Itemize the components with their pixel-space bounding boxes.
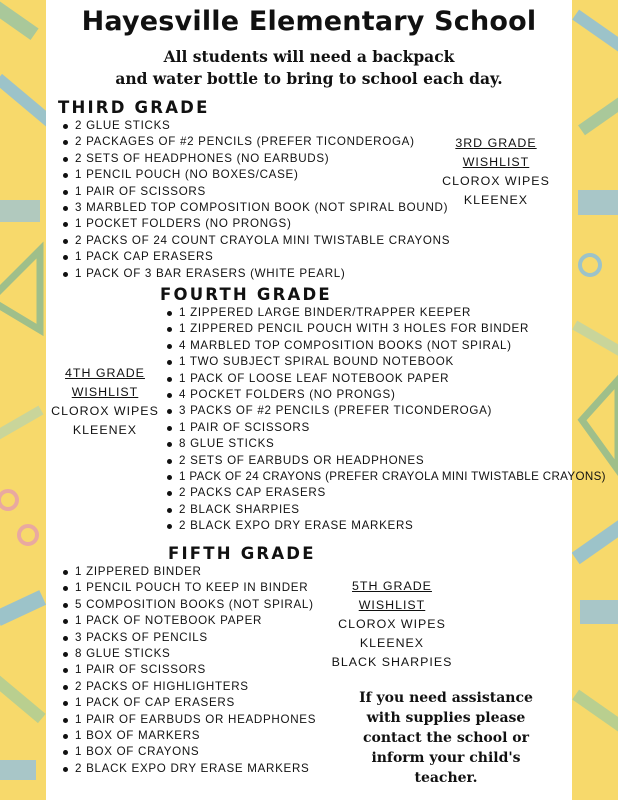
list-item: 3 MARBLED TOP COMPOSITION BOOK (NOT SPIRAL BOUND) — [60, 200, 450, 216]
wishlist-heading: WISHLIST — [358, 598, 426, 612]
list-item: 1 POCKET FOLDERS (NO PRONGS) — [60, 216, 450, 232]
assistance-note — [326, 688, 566, 788]
fourth-grade-heading: FOURTH GRADE — [160, 285, 332, 304]
list-item: 2 BLACK SHARPIES — [164, 502, 606, 518]
wishlist-heading: 3RD GRADE — [455, 136, 537, 150]
list-item: 1 PAIR OF SCISSORS — [60, 184, 450, 200]
list-item: 1 PACK OF NOTEBOOK PAPER — [60, 613, 316, 629]
assistance-line: contact the school or — [362, 730, 530, 746]
list-item: 1 BOX OF MARKERS — [60, 728, 316, 744]
list-item: 8 GLUE STICKS — [60, 646, 316, 662]
fourth-grade-list — [164, 305, 606, 535]
list-item: 5 COMPOSITION BOOKS (NOT SPIRAL) — [60, 597, 316, 613]
fifth-grade-wishlist — [322, 577, 462, 672]
assistance-line: If you need assistance — [359, 690, 533, 706]
list-item: 1 PENCIL POUCH (NO BOXES/CASE) — [60, 167, 450, 183]
fifth-grade-list — [60, 564, 316, 777]
list-item: 2 SETS OF EARBUDS OR HEADPHONES — [164, 453, 606, 469]
assistance-line: inform your child's — [371, 750, 521, 766]
third-grade-heading: THIRD GRADE — [58, 98, 210, 117]
list-item: 1 PAIR OF EARBUDS OR HEADPHONES — [60, 712, 316, 728]
list-item: 2 PACKS CAP ERASERS — [164, 485, 606, 501]
list-item: 1 ZIPPERED LARGE BINDER/TRAPPER KEEPER — [164, 305, 606, 321]
list-item: 4 POCKET FOLDERS (NO PRONGS) — [164, 387, 606, 403]
list-item: 1 PACK CAP ERASERS — [60, 249, 450, 265]
list-item: 1 PAIR OF SCISSORS — [164, 420, 606, 436]
assistance-line: teacher. — [414, 770, 478, 786]
list-item: 1 PACK OF 24 CRAYONS (PREFER CRAYOLA MINI TWISTABLE CRAYONS) — [164, 469, 606, 485]
wishlist-item: KLEENEX — [72, 423, 138, 437]
list-item: 2 BLACK EXPO DRY ERASE MARKERS — [60, 761, 316, 777]
list-item: 1 PACK OF LOOSE LEAF NOTEBOOK PAPER — [164, 371, 606, 387]
assistance-line: with supplies please — [366, 710, 526, 726]
list-item: 1 ZIPPERED PENCIL POUCH WITH 3 HOLES FOR BINDER — [164, 321, 606, 337]
list-item: 3 PACKS OF #2 PENCILS (PREFER TICONDEROGA) — [164, 403, 606, 419]
fourth-grade-wishlist — [46, 364, 164, 440]
wishlist-item: CLOROX WIPES — [338, 617, 446, 631]
list-item: 8 GLUE STICKS — [164, 436, 606, 452]
school-supplies-pattern-icon — [0, 0, 46, 800]
list-item: 2 GLUE STICKS — [60, 118, 450, 134]
intro-line: All students will need a backpack — [163, 47, 455, 66]
list-item: 2 PACKS OF HIGHLIGHTERS — [60, 679, 316, 695]
list-item: 1 PAIR OF SCISSORS — [60, 662, 316, 678]
page-title: Hayesville Elementary School — [81, 6, 537, 37]
wishlist-heading: 4TH GRADE — [65, 366, 145, 380]
list-item: 3 PACKS OF PENCILS — [60, 630, 316, 646]
third-grade-wishlist — [432, 134, 560, 210]
wishlist-item: CLOROX WIPES — [442, 174, 550, 188]
list-item: 2 PACKAGES OF #2 PENCILS (PREFER TICONDEROGA) — [60, 134, 450, 150]
intro-text — [46, 46, 572, 90]
wishlist-item: CLOROX WIPES — [51, 404, 159, 418]
list-item: 1 BOX OF CRAYONS — [60, 744, 316, 760]
fifth-grade-heading: FIFTH GRADE — [168, 544, 316, 563]
wishlist-heading: WISHLIST — [71, 385, 139, 399]
list-item: 2 BLACK EXPO DRY ERASE MARKERS — [164, 518, 606, 534]
list-item: 1 PACK OF CAP ERASERS — [60, 695, 316, 711]
wishlist-item: KLEENEX — [463, 193, 529, 207]
list-item: 1 ZIPPERED BINDER — [60, 564, 316, 580]
list-item: 2 PACKS OF 24 COUNT CRAYOLA MINI TWISTABLE CRAYONS — [60, 233, 450, 249]
list-item: 1 TWO SUBJECT SPIRAL BOUND NOTEBOOK — [164, 354, 606, 370]
wishlist-item: KLEENEX — [359, 636, 425, 650]
list-item: 1 PACK OF 3 BAR ERASERS (WHITE PEARL) — [60, 266, 450, 282]
list-item: 1 PENCIL POUCH TO KEEP IN BINDER — [60, 580, 316, 596]
third-grade-list — [60, 118, 450, 282]
wishlist-heading: WISHLIST — [462, 155, 530, 169]
wishlist-item: BLACK SHARPIES — [331, 655, 453, 669]
list-item: 4 MARBLED TOP COMPOSITION BOOKS (NOT SPIRAL) — [164, 338, 606, 354]
list-item: 2 SETS OF HEADPHONES (NO EARBUDS) — [60, 151, 450, 167]
intro-line: and water bottle to bring to school each day. — [115, 69, 503, 88]
left-decorative-border — [0, 0, 46, 800]
wishlist-heading: 5TH GRADE — [352, 579, 432, 593]
